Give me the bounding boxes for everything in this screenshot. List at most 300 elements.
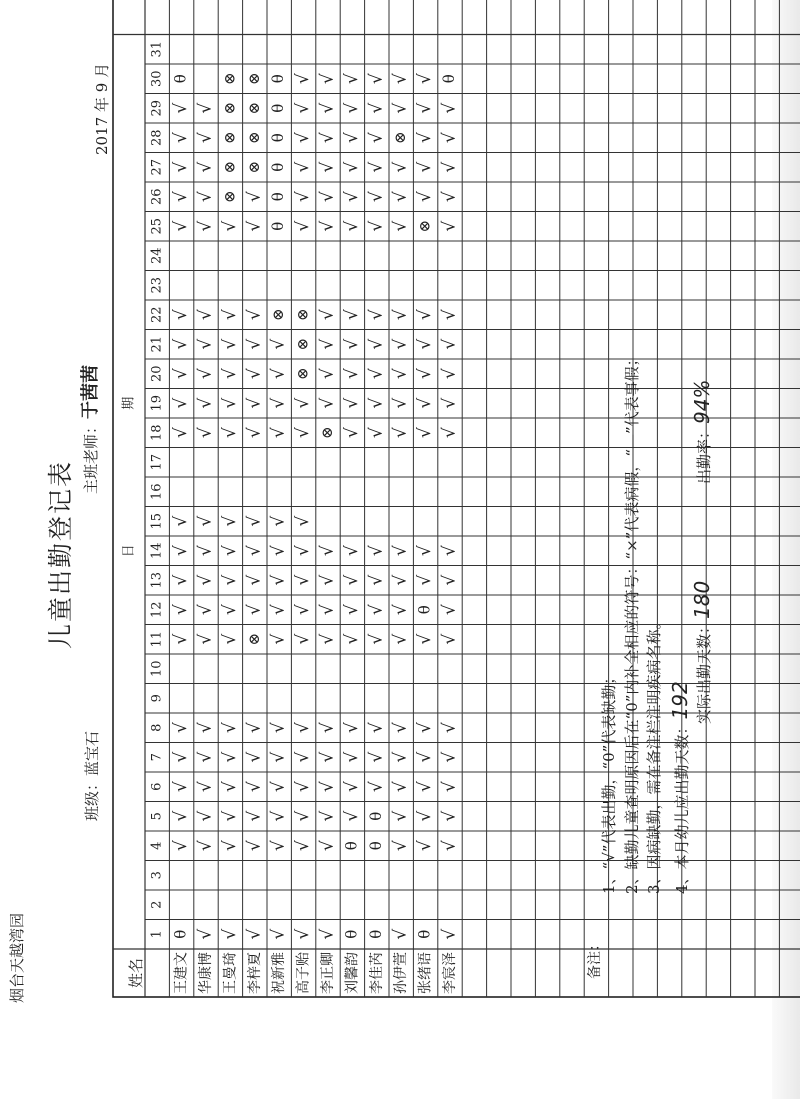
attendance-mark: √ (293, 633, 314, 645)
day-number-18: 18 (149, 424, 165, 442)
attendance-mark: √ (415, 161, 436, 173)
attendance-mark: √ (341, 309, 362, 321)
attendance-mark: √ (366, 309, 387, 321)
day-number-12: 12 (149, 601, 165, 619)
attendance-mark: θ (269, 192, 288, 202)
note-4 (670, 681, 690, 894)
attendance-mark: √ (195, 220, 216, 232)
attendance-mark: √ (341, 810, 362, 822)
attendance-mark: √ (268, 810, 289, 822)
actual-days-field (692, 581, 712, 724)
attendance-mark: √ (366, 73, 387, 85)
attendance-mark: √ (341, 73, 362, 85)
attendance-mark: √ (415, 722, 436, 734)
attendance-mark: √ (390, 309, 411, 321)
child-name: 李宸泽 (442, 952, 458, 994)
attendance-mark: √ (293, 840, 314, 852)
attendance-mark: ⊗ (293, 308, 312, 322)
day-number-20: 20 (149, 365, 165, 383)
attendance-mark: √ (293, 545, 314, 557)
class-value: 蓝宝石 (83, 730, 101, 776)
attendance-mark: √ (293, 604, 314, 616)
attendance-mark: √ (317, 781, 338, 793)
attendance-mark: √ (390, 338, 411, 350)
attendance-mark: √ (390, 397, 411, 409)
attendance-mark: √ (195, 751, 216, 763)
attendance-mark: √ (293, 928, 314, 940)
attendance-mark: √ (439, 397, 460, 409)
teacher-label: 主班老师： (82, 418, 100, 494)
attendance-mark: √ (293, 220, 314, 232)
attendance-mark: √ (219, 722, 240, 734)
attendance-mark: √ (415, 309, 436, 321)
day-number-25: 25 (149, 217, 165, 235)
attendance-mark: ⊗ (244, 160, 263, 174)
attendance-mark: √ (390, 368, 411, 380)
attendance-mark: √ (366, 427, 387, 439)
name-header: 姓名 (127, 957, 145, 989)
attendance-mark: √ (317, 102, 338, 114)
attendance-mark: √ (439, 102, 460, 114)
day-number-13: 13 (149, 571, 165, 589)
attendance-mark: √ (195, 309, 216, 321)
attendance-mark: √ (439, 338, 460, 350)
attendance-mark: √ (268, 338, 289, 350)
attendance-mark: √ (415, 102, 436, 114)
attendance-mark: √ (415, 132, 436, 144)
attendance-mark: √ (317, 132, 338, 144)
day-number-28: 28 (149, 129, 165, 147)
attendance-mark: √ (317, 633, 338, 645)
attendance-mark: √ (390, 722, 411, 734)
attendance-mark: √ (268, 368, 289, 380)
attendance-mark: √ (439, 427, 460, 439)
attendance-mark: √ (195, 338, 216, 350)
attendance-mark: θ (366, 811, 385, 821)
day-number-2: 2 (149, 900, 165, 909)
attendance-mark: θ (269, 162, 288, 172)
attendance-mark: √ (195, 810, 216, 822)
actual-days-label: 实际出勤天数： (695, 618, 713, 724)
attendance-mark: √ (415, 73, 436, 85)
attendance-mark: √ (366, 633, 387, 645)
attendance-mark: √ (341, 102, 362, 114)
attendance-mark: √ (268, 574, 289, 586)
attendance-mark: √ (195, 368, 216, 380)
attendance-mark: √ (219, 515, 240, 527)
attendance-mark: √ (244, 840, 265, 852)
attendance-mark: √ (439, 722, 460, 734)
note-2: 2、缺勤儿童查明原因后在“0”内补全相应的符号：“×”代表病假，“—”代表事假； (623, 351, 641, 894)
attendance-mark: ⊗ (220, 101, 239, 115)
day-number-30: 30 (149, 70, 165, 88)
attendance-mark: √ (366, 161, 387, 173)
attendance-mark: √ (171, 604, 192, 616)
attendance-mark: √ (317, 338, 338, 350)
attendance-mark: √ (439, 309, 460, 321)
attendance-mark: √ (244, 722, 265, 734)
attendance-mark: √ (244, 397, 265, 409)
attendance-mark: √ (390, 220, 411, 232)
attendance-mark: √ (390, 574, 411, 586)
attendance-mark: √ (415, 338, 436, 350)
attendance-mark: θ (342, 841, 361, 851)
day-number-6: 6 (149, 782, 165, 791)
attendance-mark: ⊗ (293, 367, 312, 381)
attendance-mark: ⊗ (318, 426, 336, 440)
expected-days-value: 192 (668, 681, 692, 720)
attendance-mark: √ (366, 191, 387, 203)
attendance-mark: √ (268, 397, 289, 409)
attendance-mark: √ (171, 191, 192, 203)
attendance-mark: ⊗ (269, 308, 288, 322)
attendance-mark: θ (366, 841, 385, 851)
day-number-10: 10 (149, 660, 165, 678)
attendance-mark: √ (195, 604, 216, 616)
attendance-mark: √ (390, 781, 411, 793)
attendance-mark: √ (171, 545, 192, 557)
attendance-mark: √ (341, 545, 362, 557)
attendance-mark: √ (244, 810, 265, 822)
attendance-mark: √ (219, 309, 240, 321)
school-name: 烟台天越湾园 (8, 912, 26, 1003)
day-number-21: 21 (149, 335, 165, 353)
attendance-mark: √ (366, 102, 387, 114)
attendance-mark: √ (293, 102, 314, 114)
attendance-mark: √ (439, 545, 460, 557)
day-number-5: 5 (149, 812, 165, 821)
attendance-mark: √ (439, 810, 460, 822)
attendance-mark: √ (219, 427, 240, 439)
attendance-mark: √ (415, 840, 436, 852)
child-name: 李佳芮 (368, 952, 385, 994)
attendance-mark: √ (171, 309, 192, 321)
attendance-mark: √ (366, 545, 387, 557)
attendance-mark: θ (269, 74, 288, 84)
day-number-1: 1 (149, 930, 165, 939)
attendance-mark: √ (293, 515, 314, 527)
attendance-mark: √ (195, 397, 216, 409)
attendance-mark: √ (171, 397, 192, 409)
attendance-mark: ⊗ (244, 632, 263, 646)
attendance-mark: ⊗ (220, 131, 239, 145)
child-name: 华康博 (198, 952, 214, 994)
attendance-mark: √ (366, 397, 387, 409)
day-number-29: 29 (149, 99, 165, 117)
attendance-mark: √ (171, 574, 192, 586)
attendance-mark: √ (244, 604, 265, 616)
day-number-8: 8 (149, 723, 165, 732)
attendance-mark: ⊗ (244, 72, 263, 86)
attendance-mark: √ (195, 515, 216, 527)
day-number-7: 7 (149, 753, 165, 762)
attendance-mark: θ (269, 103, 288, 113)
day-number-4: 4 (149, 841, 165, 850)
attendance-mark: √ (171, 781, 192, 793)
rate-value: 94% (690, 379, 714, 424)
rate-label: 出勤率： (695, 423, 713, 484)
attendance-mark: √ (439, 220, 460, 232)
attendance-mark: √ (171, 633, 192, 645)
attendance-mark: √ (317, 751, 338, 763)
rate-field (692, 380, 712, 484)
attendance-mark: θ (342, 929, 361, 939)
attendance-mark: √ (244, 515, 265, 527)
attendance-mark: √ (439, 751, 460, 763)
attendance-mark: √ (195, 161, 216, 173)
attendance-mark: ⊗ (220, 160, 239, 174)
actual-days-value: 180 (690, 580, 714, 619)
attendance-mark: √ (268, 604, 289, 616)
attendance-mark: √ (293, 191, 314, 203)
child-name: 李梓夏 (246, 952, 263, 994)
attendance-mark: √ (244, 545, 265, 557)
attendance-mark: θ (171, 929, 190, 939)
attendance-mark: √ (341, 604, 362, 616)
attendance-mark: √ (317, 397, 338, 409)
attendance-mark: θ (366, 929, 385, 939)
attendance-mark: √ (415, 574, 436, 586)
expected-days-label: 4、本月幼儿应出勤天数： (673, 719, 691, 894)
note-3: 3、因病缺勤，需在备注栏注明疾病名称。 (645, 614, 663, 894)
attendance-mark: √ (341, 132, 362, 144)
attendance-mark: √ (317, 220, 338, 232)
attendance-mark: √ (244, 309, 265, 321)
attendance-mark: √ (390, 751, 411, 763)
attendance-mark: θ (269, 133, 288, 143)
attendance-mark: √ (268, 545, 289, 557)
attendance-mark: √ (268, 427, 289, 439)
attendance-mark: √ (195, 191, 216, 203)
attendance-mark: √ (317, 604, 338, 616)
day-number-31: 31 (149, 40, 165, 58)
attendance-mark: √ (293, 810, 314, 822)
child-name: 祝新雅 (271, 952, 288, 994)
attendance-mark: √ (415, 191, 436, 203)
attendance-mark: √ (195, 840, 216, 852)
day-number-16: 16 (149, 483, 165, 501)
attendance-mark: √ (317, 574, 338, 586)
attendance-mark: ⊗ (220, 190, 239, 204)
attendance-mark: √ (293, 427, 314, 439)
day-number-27: 27 (149, 158, 165, 176)
attendance-mark: √ (317, 368, 338, 380)
attendance-mark: √ (219, 604, 240, 616)
attendance-mark: √ (317, 722, 338, 734)
attendance-mark: √ (390, 604, 411, 616)
attendance-mark: √ (244, 368, 265, 380)
attendance-mark: √ (439, 604, 460, 616)
attendance-mark: √ (366, 722, 387, 734)
attendance-mark: √ (293, 397, 314, 409)
attendance-mark: √ (219, 220, 240, 232)
attendance-mark: √ (415, 781, 436, 793)
attendance-mark: √ (341, 574, 362, 586)
day-number-14: 14 (149, 542, 165, 560)
attendance-mark: √ (219, 633, 240, 645)
attendance-mark: √ (268, 722, 289, 734)
attendance-mark: √ (293, 161, 314, 173)
attendance-mark: √ (439, 574, 460, 586)
attendance-mark: √ (268, 515, 289, 527)
attendance-mark: √ (219, 928, 240, 940)
attendance-mark: √ (171, 132, 192, 144)
attendance-mark: √ (439, 191, 460, 203)
attendance-mark: √ (366, 132, 387, 144)
notes-label: 备注： (587, 937, 603, 979)
attendance-mark: ⊗ (244, 101, 263, 115)
attendance-mark: √ (390, 633, 411, 645)
day-number-9: 9 (149, 694, 165, 703)
attendance-mark: θ (415, 929, 434, 939)
date-header-ri: 日 (121, 544, 137, 558)
attendance-mark: √ (219, 397, 240, 409)
day-number-26: 26 (149, 188, 165, 206)
attendance-mark: √ (293, 722, 314, 734)
attendance-mark: √ (366, 220, 387, 232)
attendance-mark: √ (171, 161, 192, 173)
attendance-mark: √ (195, 132, 216, 144)
attendance-mark: √ (171, 840, 192, 852)
attendance-mark: √ (366, 574, 387, 586)
attendance-mark: √ (195, 928, 216, 940)
attendance-mark: √ (244, 574, 265, 586)
attendance-mark: √ (317, 928, 338, 940)
attendance-mark: θ (171, 74, 190, 84)
attendance-mark: √ (317, 161, 338, 173)
attendance-mark: √ (244, 928, 265, 940)
day-number-23: 23 (149, 276, 165, 294)
child-name: 王建文 (173, 952, 190, 994)
attendance-mark: √ (244, 751, 265, 763)
attendance-mark: √ (439, 928, 460, 940)
attendance-mark: √ (341, 338, 362, 350)
sheet-title: 儿童出勤登记表 (46, 459, 75, 649)
attendance-mark: √ (390, 427, 411, 439)
attendance-mark: √ (171, 751, 192, 763)
attendance-mark: ⊗ (244, 131, 263, 145)
attendance-mark: √ (366, 781, 387, 793)
attendance-mark: √ (341, 751, 362, 763)
attendance-mark: √ (390, 928, 411, 940)
attendance-mark: √ (244, 338, 265, 350)
attendance-mark: √ (439, 840, 460, 852)
attendance-mark: √ (244, 781, 265, 793)
attendance-mark: √ (415, 427, 436, 439)
attendance-mark: √ (171, 102, 192, 114)
attendance-mark: √ (268, 840, 289, 852)
attendance-mark: √ (195, 633, 216, 645)
attendance-mark: θ (415, 605, 434, 615)
attendance-mark: √ (195, 781, 216, 793)
attendance-mark: √ (293, 73, 314, 85)
attendance-mark: √ (366, 604, 387, 616)
attendance-mark: √ (171, 368, 192, 380)
day-number-17: 17 (149, 453, 165, 471)
attendance-mark: √ (268, 928, 289, 940)
class-label: 班级： (83, 775, 101, 821)
child-name: 张绪语 (417, 952, 434, 994)
attendance-mark: √ (341, 397, 362, 409)
attendance-mark: √ (341, 722, 362, 734)
child-name: 孙伊萱 (393, 952, 410, 994)
teacher-value: 于茜茜 (80, 364, 101, 419)
attendance-mark: √ (268, 781, 289, 793)
attendance-mark: √ (244, 220, 265, 232)
attendance-mark: √ (415, 545, 436, 557)
attendance-mark: √ (219, 810, 240, 822)
attendance-mark: ⊗ (293, 337, 312, 351)
attendance-mark: √ (195, 102, 216, 114)
attendance-mark: √ (293, 751, 314, 763)
attendance-mark: √ (317, 545, 338, 557)
attendance-mark: √ (341, 633, 362, 645)
attendance-mark: √ (171, 515, 192, 527)
attendance-mark: √ (390, 840, 411, 852)
attendance-mark: √ (415, 368, 436, 380)
attendance-mark: √ (195, 545, 216, 557)
attendance-mark: √ (439, 132, 460, 144)
attendance-mark: √ (390, 73, 411, 85)
attendance-mark: √ (415, 633, 436, 645)
date-header-qi: 期 (121, 396, 137, 410)
attendance-mark: √ (415, 751, 436, 763)
attendance-mark: √ (195, 574, 216, 586)
attendance-mark: √ (293, 574, 314, 586)
attendance-mark: √ (439, 633, 460, 645)
attendance-mark: √ (244, 427, 265, 439)
day-number-3: 3 (149, 871, 165, 880)
attendance-mark: ⊗ (391, 131, 410, 145)
attendance-mark: √ (317, 840, 338, 852)
attendance-mark: θ (269, 221, 288, 231)
attendance-mark: √ (366, 751, 387, 763)
attendance-mark: √ (219, 751, 240, 763)
attendance-mark: √ (195, 722, 216, 734)
attendance-mark: √ (171, 338, 192, 350)
child-name: 高子贻 (295, 952, 312, 994)
attendance-mark: √ (171, 722, 192, 734)
attendance-mark: √ (219, 781, 240, 793)
attendance-mark: √ (219, 338, 240, 350)
attendance-mark: √ (390, 810, 411, 822)
attendance-mark: √ (439, 368, 460, 380)
child-name: 王曼琦 (222, 952, 239, 994)
attendance-mark: √ (219, 368, 240, 380)
attendance-mark: √ (390, 545, 411, 557)
attendance-mark: √ (317, 309, 338, 321)
attendance-mark: √ (341, 191, 362, 203)
attendance-mark: √ (341, 161, 362, 173)
attendance-mark: √ (366, 338, 387, 350)
attendance-mark: √ (366, 368, 387, 380)
note-1: 1、“√”代表出勤，“0”代表缺勤； (600, 669, 618, 894)
attendance-mark: √ (390, 161, 411, 173)
day-number-19: 19 (149, 394, 165, 412)
attendance-mark: √ (439, 161, 460, 173)
child-name: 刘馨韵 (344, 952, 361, 994)
attendance-mark: √ (317, 73, 338, 85)
attendance-mark: √ (244, 191, 265, 203)
attendance-mark: √ (341, 781, 362, 793)
day-number-22: 22 (149, 306, 165, 324)
attendance-mark: √ (171, 810, 192, 822)
attendance-mark: θ (440, 74, 458, 84)
attendance-mark: √ (219, 545, 240, 557)
attendance-mark: ⊗ (415, 219, 434, 233)
attendance-mark: √ (439, 781, 460, 793)
child-name: 李正卿 (320, 952, 336, 994)
